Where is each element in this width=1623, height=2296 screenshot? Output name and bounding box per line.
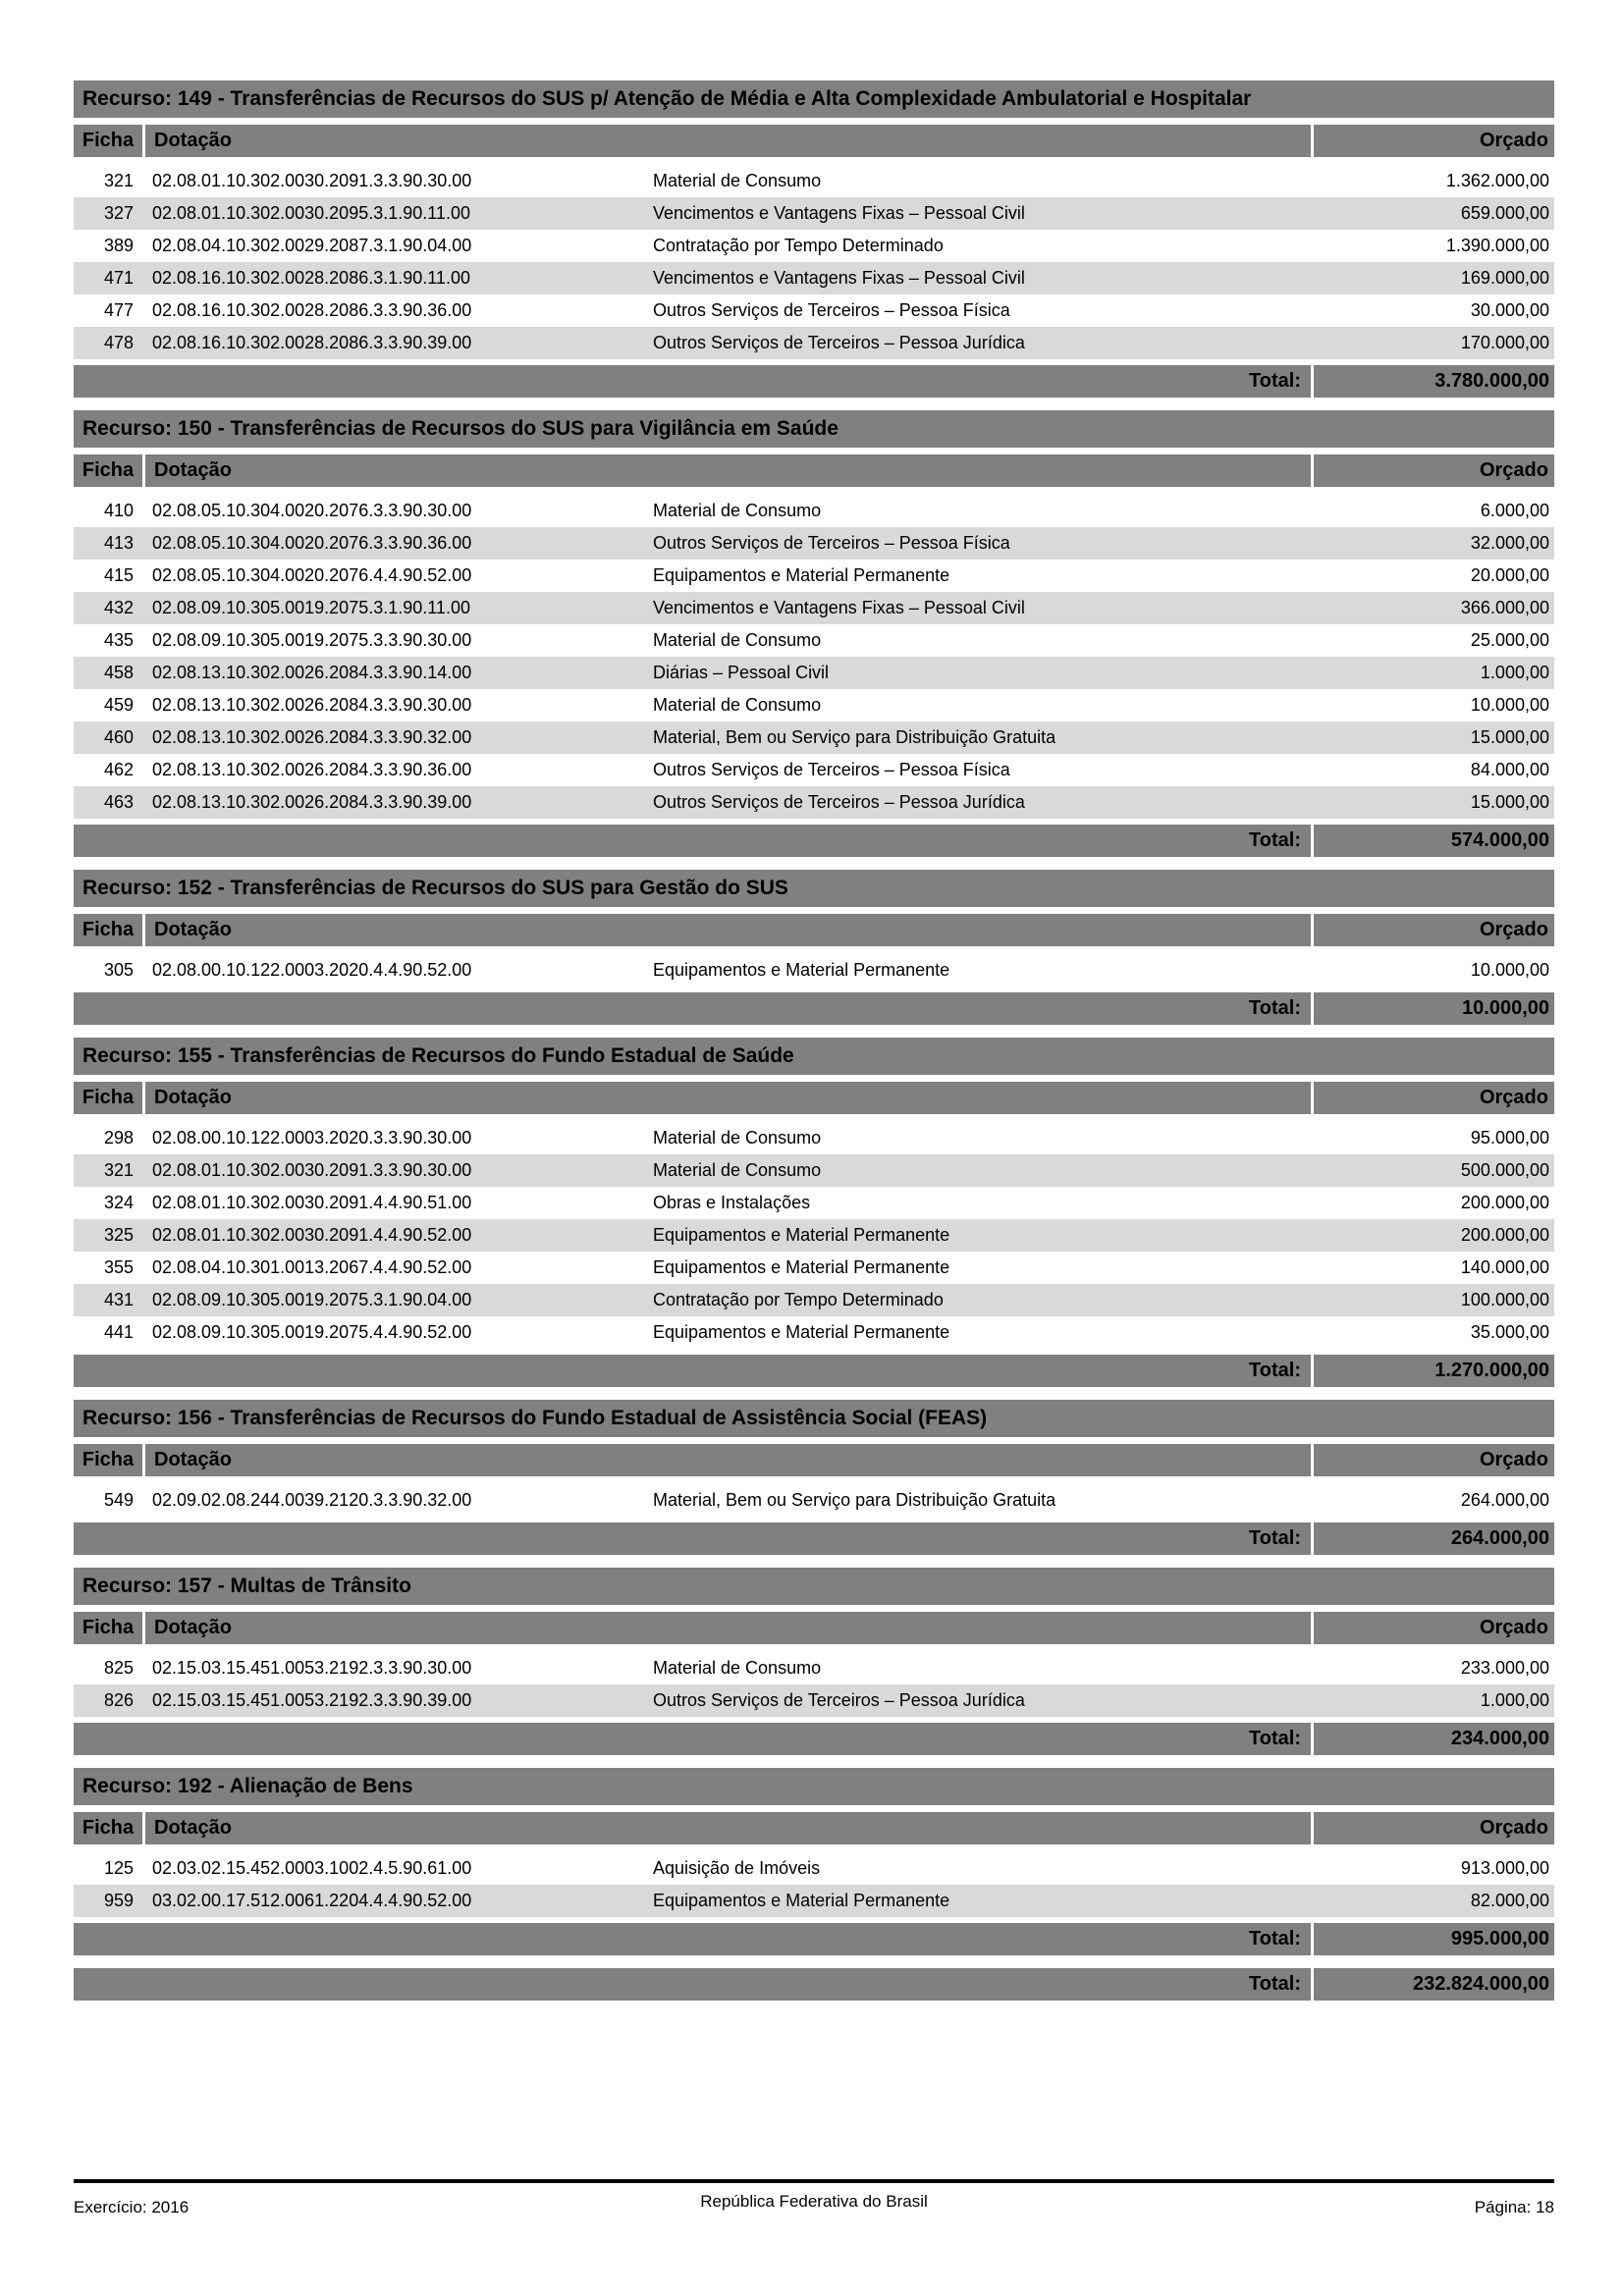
col-header-orcado: Orçado bbox=[1314, 914, 1554, 946]
row-ficha: 460 bbox=[103, 727, 134, 747]
row-dotacao: 02.08.09.10.305.0019.2075.3.1.90.04.00 bbox=[152, 1290, 472, 1309]
row-descricao: Equipamentos e Material Permanente bbox=[653, 960, 950, 980]
recurso-section bbox=[74, 80, 1554, 398]
section-total-label: Total: bbox=[74, 365, 1311, 398]
row-dotacao: 02.08.01.10.302.0030.2095.3.1.90.11.00 bbox=[152, 203, 470, 223]
section-total-label: Total: bbox=[74, 1923, 1311, 1955]
row-ficha: 321 bbox=[103, 1160, 134, 1180]
table-row bbox=[74, 657, 1554, 689]
table-row bbox=[74, 1316, 1554, 1349]
table-row bbox=[74, 294, 1554, 327]
table-row bbox=[74, 1652, 1554, 1684]
row-dotacao: 02.08.13.10.302.0026.2084.3.3.90.30.00 bbox=[152, 695, 472, 715]
row-ficha: 327 bbox=[103, 203, 134, 223]
section-total-label: Total: bbox=[74, 992, 1311, 1025]
row-descricao: Outros Serviços de Terceiros – Pessoa Física bbox=[653, 300, 1010, 320]
section-total-value: 264.000,00 bbox=[1314, 1522, 1554, 1555]
row-descricao: Outros Serviços de Terceiros – Pessoa Jurídica bbox=[653, 792, 1025, 812]
row-ficha: 549 bbox=[103, 1490, 134, 1510]
row-dotacao: 02.08.13.10.302.0026.2084.3.3.90.14.00 bbox=[152, 663, 472, 682]
section-total-label: Total: bbox=[74, 825, 1311, 857]
row-dotacao: 02.08.09.10.305.0019.2075.4.4.90.52.00 bbox=[152, 1322, 472, 1342]
row-descricao: Vencimentos e Vantagens Fixas – Pessoal Civil bbox=[653, 268, 1025, 288]
recurso-section bbox=[74, 410, 1554, 857]
row-ficha: 459 bbox=[103, 695, 134, 715]
footer-country-title: República Federativa do Brasil bbox=[700, 2192, 928, 2211]
recurso-section bbox=[74, 1400, 1554, 1555]
recurso-section bbox=[74, 1768, 1554, 1955]
section-total-value: 10.000,00 bbox=[1314, 992, 1554, 1025]
table-row bbox=[74, 527, 1554, 560]
col-header-ficha: Ficha bbox=[74, 1612, 142, 1644]
row-orcado: 1.000,00 bbox=[1480, 1690, 1549, 1710]
table-row bbox=[74, 1122, 1554, 1154]
section-total-row bbox=[74, 1355, 1554, 1387]
row-descricao: Vencimentos e Vantagens Fixas – Pessoal Civil bbox=[653, 203, 1025, 223]
col-header-ficha: Ficha bbox=[74, 914, 142, 946]
row-ficha: 321 bbox=[103, 171, 134, 190]
col-header-orcado: Orçado bbox=[1314, 1082, 1554, 1114]
page-footer bbox=[74, 2179, 1554, 2248]
table-row bbox=[74, 495, 1554, 527]
col-header-orcado: Orçado bbox=[1314, 454, 1554, 487]
row-orcado: 10.000,00 bbox=[1470, 695, 1549, 715]
row-orcado: 100.000,00 bbox=[1460, 1290, 1549, 1309]
table-row bbox=[74, 197, 1554, 230]
row-ficha: 355 bbox=[103, 1257, 134, 1277]
row-ficha: 959 bbox=[103, 1891, 134, 1910]
col-header-orcado: Orçado bbox=[1314, 1612, 1554, 1644]
table-row bbox=[74, 230, 1554, 262]
row-ficha: 441 bbox=[103, 1322, 134, 1342]
row-orcado: 6.000,00 bbox=[1480, 501, 1549, 520]
row-descricao: Material, Bem ou Serviço para Distribuição Gratuita bbox=[653, 727, 1056, 747]
row-dotacao: 02.08.05.10.304.0020.2076.3.3.90.36.00 bbox=[152, 533, 472, 553]
row-dotacao: 02.08.13.10.302.0026.2084.3.3.90.32.00 bbox=[152, 727, 472, 747]
section-title-bar: Recurso: 155 - Transferências de Recursos do Fundo Estadual de Saúde bbox=[74, 1038, 1554, 1075]
section-title-bar: Recurso: 192 - Alienação de Bens bbox=[74, 1768, 1554, 1805]
col-header-dotacao: Dotação bbox=[145, 125, 1311, 157]
row-descricao: Material de Consumo bbox=[653, 695, 822, 715]
row-descricao: Outros Serviços de Terceiros – Pessoa Física bbox=[653, 533, 1010, 553]
table-row bbox=[74, 1885, 1554, 1917]
row-descricao: Material de Consumo bbox=[653, 1160, 822, 1180]
row-descricao: Outros Serviços de Terceiros – Pessoa Jurídica bbox=[653, 333, 1025, 352]
col-header-dotacao: Dotação bbox=[145, 454, 1311, 487]
table-row bbox=[74, 1219, 1554, 1252]
row-ficha: 410 bbox=[103, 501, 134, 520]
row-dotacao: 02.08.01.10.302.0030.2091.4.4.90.52.00 bbox=[152, 1225, 472, 1245]
row-descricao: Diárias – Pessoal Civil bbox=[653, 663, 830, 682]
section-total-row bbox=[74, 1923, 1554, 1955]
footer-page-number: Página: 18 bbox=[1474, 2198, 1554, 2216]
col-header-ficha: Ficha bbox=[74, 1812, 142, 1844]
row-dotacao: 02.08.01.10.302.0030.2091.3.3.90.30.00 bbox=[152, 1160, 472, 1180]
table-row bbox=[74, 1684, 1554, 1717]
row-orcado: 35.000,00 bbox=[1470, 1322, 1549, 1342]
table-rows bbox=[74, 165, 1554, 359]
section-title-bar: Recurso: 150 - Transferências de Recursos do SUS para Vigilância em Saúde bbox=[74, 410, 1554, 448]
row-orcado: 1.390.000,00 bbox=[1445, 236, 1549, 255]
col-header-ficha: Ficha bbox=[74, 454, 142, 487]
row-orcado: 10.000,00 bbox=[1470, 960, 1549, 980]
row-descricao: Equipamentos e Material Permanente bbox=[653, 1891, 950, 1910]
table-row bbox=[74, 1284, 1554, 1316]
row-dotacao: 02.08.00.10.122.0003.2020.4.4.90.52.00 bbox=[152, 960, 472, 980]
table-column-header bbox=[74, 1082, 1554, 1114]
row-dotacao: 02.08.16.10.302.0028.2086.3.3.90.39.00 bbox=[152, 333, 472, 352]
row-ficha: 477 bbox=[103, 300, 134, 320]
section-title-bar: Recurso: 152 - Transferências de Recursos do SUS para Gestão do SUS bbox=[74, 870, 1554, 907]
section-total-value: 1.270.000,00 bbox=[1314, 1355, 1554, 1387]
recurso-section bbox=[74, 870, 1554, 1025]
row-dotacao: 02.08.16.10.302.0028.2086.3.3.90.36.00 bbox=[152, 300, 472, 320]
col-header-dotacao: Dotação bbox=[145, 1812, 1311, 1844]
table-row bbox=[74, 1154, 1554, 1187]
row-ficha: 826 bbox=[103, 1690, 134, 1710]
grand-total-value: 232.824.000,00 bbox=[1314, 1968, 1554, 2001]
section-total-label: Total: bbox=[74, 1355, 1311, 1387]
row-ficha: 325 bbox=[103, 1225, 134, 1245]
table-row bbox=[74, 689, 1554, 721]
row-orcado: 1.000,00 bbox=[1480, 663, 1549, 682]
row-descricao: Material de Consumo bbox=[653, 1658, 822, 1678]
row-ficha: 432 bbox=[103, 598, 134, 617]
row-dotacao: 02.08.01.10.302.0030.2091.4.4.90.51.00 bbox=[152, 1193, 472, 1212]
row-ficha: 462 bbox=[103, 760, 134, 779]
row-dotacao: 02.03.02.15.452.0003.1002.4.5.90.61.00 bbox=[152, 1858, 472, 1878]
row-ficha: 435 bbox=[103, 630, 134, 650]
table-column-header bbox=[74, 1812, 1554, 1844]
row-dotacao: 02.08.13.10.302.0026.2084.3.3.90.39.00 bbox=[152, 792, 472, 812]
row-dotacao: 02.08.16.10.302.0028.2086.3.1.90.11.00 bbox=[152, 268, 470, 288]
row-descricao: Equipamentos e Material Permanente bbox=[653, 1322, 950, 1342]
table-row bbox=[74, 262, 1554, 294]
row-orcado: 32.000,00 bbox=[1470, 533, 1549, 553]
row-orcado: 366.000,00 bbox=[1460, 598, 1549, 617]
col-header-dotacao: Dotação bbox=[145, 1082, 1311, 1114]
row-orcado: 84.000,00 bbox=[1470, 760, 1549, 779]
section-total-value: 3.780.000,00 bbox=[1314, 365, 1554, 398]
row-orcado: 170.000,00 bbox=[1460, 333, 1549, 352]
section-total-label: Total: bbox=[74, 1723, 1311, 1755]
row-descricao: Material, Bem ou Serviço para Distribuição Gratuita bbox=[653, 1490, 1056, 1510]
table-row bbox=[74, 165, 1554, 197]
row-descricao: Outros Serviços de Terceiros – Pessoa Jurídica bbox=[653, 1690, 1025, 1710]
section-total-label: Total: bbox=[74, 1522, 1311, 1555]
row-descricao: Contratação por Tempo Determinado bbox=[653, 236, 944, 255]
row-orcado: 15.000,00 bbox=[1470, 792, 1549, 812]
row-descricao: Aquisição de Imóveis bbox=[653, 1858, 821, 1878]
row-dotacao: 02.15.03.15.451.0053.2192.3.3.90.30.00 bbox=[152, 1658, 472, 1678]
row-orcado: 20.000,00 bbox=[1470, 565, 1549, 585]
table-row bbox=[74, 560, 1554, 592]
table-rows bbox=[74, 495, 1554, 819]
section-total-row bbox=[74, 365, 1554, 398]
section-total-row bbox=[74, 825, 1554, 857]
table-column-header bbox=[74, 1444, 1554, 1476]
row-descricao: Obras e Instalações bbox=[653, 1193, 811, 1212]
row-ficha: 389 bbox=[103, 236, 134, 255]
row-dotacao: 02.08.01.10.302.0030.2091.3.3.90.30.00 bbox=[152, 171, 472, 190]
col-header-dotacao: Dotação bbox=[145, 914, 1311, 946]
row-ficha: 471 bbox=[103, 268, 134, 288]
row-descricao: Material de Consumo bbox=[653, 630, 822, 650]
section-total-row bbox=[74, 1723, 1554, 1755]
row-descricao: Outros Serviços de Terceiros – Pessoa Física bbox=[653, 760, 1010, 779]
table-row bbox=[74, 1252, 1554, 1284]
col-header-dotacao: Dotação bbox=[145, 1612, 1311, 1644]
row-dotacao: 03.02.00.17.512.0061.2204.4.4.90.52.00 bbox=[152, 1891, 472, 1910]
row-descricao: Equipamentos e Material Permanente bbox=[653, 1257, 950, 1277]
col-header-ficha: Ficha bbox=[74, 1444, 142, 1476]
row-ficha: 413 bbox=[103, 533, 134, 553]
table-row bbox=[74, 1852, 1554, 1885]
section-total-value: 234.000,00 bbox=[1314, 1723, 1554, 1755]
recurso-section bbox=[74, 1568, 1554, 1755]
row-orcado: 913.000,00 bbox=[1460, 1858, 1549, 1878]
recurso-section bbox=[74, 1038, 1554, 1387]
row-orcado: 169.000,00 bbox=[1460, 268, 1549, 288]
section-title-bar: Recurso: 149 - Transferências de Recursos do SUS p/ Atenção de Média e Alta Complexidade Ambulatorial e Hospitalar bbox=[74, 80, 1554, 118]
row-orcado: 30.000,00 bbox=[1470, 300, 1549, 320]
row-ficha: 125 bbox=[103, 1858, 134, 1878]
report-sections bbox=[74, 80, 1554, 1955]
row-dotacao: 02.08.00.10.122.0003.2020.3.3.90.30.00 bbox=[152, 1128, 472, 1148]
section-total-value: 574.000,00 bbox=[1314, 825, 1554, 857]
row-dotacao: 02.08.13.10.302.0026.2084.3.3.90.36.00 bbox=[152, 760, 472, 779]
table-rows bbox=[74, 1852, 1554, 1917]
row-dotacao: 02.09.02.08.244.0039.2120.3.3.90.32.00 bbox=[152, 1490, 472, 1510]
row-orcado: 140.000,00 bbox=[1460, 1257, 1549, 1277]
table-rows bbox=[74, 954, 1554, 987]
row-descricao: Vencimentos e Vantagens Fixas – Pessoal Civil bbox=[653, 598, 1025, 617]
row-ficha: 478 bbox=[103, 333, 134, 352]
row-dotacao: 02.08.04.10.301.0013.2067.4.4.90.52.00 bbox=[152, 1257, 472, 1277]
col-header-dotacao: Dotação bbox=[145, 1444, 1311, 1476]
table-row bbox=[74, 624, 1554, 657]
section-total-row bbox=[74, 992, 1554, 1025]
row-orcado: 233.000,00 bbox=[1460, 1658, 1549, 1678]
row-orcado: 659.000,00 bbox=[1460, 203, 1549, 223]
table-rows bbox=[74, 1122, 1554, 1349]
table-column-header bbox=[74, 454, 1554, 487]
table-row bbox=[74, 592, 1554, 624]
row-descricao: Material de Consumo bbox=[653, 501, 822, 520]
row-dotacao: 02.08.09.10.305.0019.2075.3.1.90.11.00 bbox=[152, 598, 470, 617]
col-header-orcado: Orçado bbox=[1314, 1444, 1554, 1476]
col-header-ficha: Ficha bbox=[74, 1082, 142, 1114]
row-dotacao: 02.08.09.10.305.0019.2075.3.3.90.30.00 bbox=[152, 630, 472, 650]
table-rows bbox=[74, 1484, 1554, 1517]
row-dotacao: 02.15.03.15.451.0053.2192.3.3.90.39.00 bbox=[152, 1690, 472, 1710]
table-row bbox=[74, 721, 1554, 754]
table-column-header bbox=[74, 1612, 1554, 1644]
table-row bbox=[74, 754, 1554, 786]
col-header-ficha: Ficha bbox=[74, 125, 142, 157]
row-dotacao: 02.08.05.10.304.0020.2076.3.3.90.30.00 bbox=[152, 501, 472, 520]
row-dotacao: 02.08.05.10.304.0020.2076.4.4.90.52.00 bbox=[152, 565, 472, 585]
row-orcado: 25.000,00 bbox=[1470, 630, 1549, 650]
table-row bbox=[74, 1187, 1554, 1219]
row-orcado: 200.000,00 bbox=[1460, 1225, 1549, 1245]
table-rows bbox=[74, 1652, 1554, 1717]
section-total-row bbox=[74, 1522, 1554, 1555]
footer-exercicio: Exercício: 2016 bbox=[74, 2198, 189, 2216]
table-row bbox=[74, 786, 1554, 819]
row-ficha: 305 bbox=[103, 960, 134, 980]
table-row bbox=[74, 954, 1554, 987]
row-dotacao: 02.08.04.10.302.0029.2087.3.1.90.04.00 bbox=[152, 236, 472, 255]
grand-total-label: Total: bbox=[74, 1968, 1311, 2001]
table-row bbox=[74, 327, 1554, 359]
row-orcado: 1.362.000,00 bbox=[1445, 171, 1549, 190]
row-orcado: 264.000,00 bbox=[1460, 1490, 1549, 1510]
row-ficha: 458 bbox=[103, 663, 134, 682]
row-ficha: 825 bbox=[103, 1658, 134, 1678]
table-column-header bbox=[74, 914, 1554, 946]
section-total-value: 995.000,00 bbox=[1314, 1923, 1554, 1955]
row-descricao: Equipamentos e Material Permanente bbox=[653, 565, 950, 585]
section-title-bar: Recurso: 156 - Transferências de Recursos do Fundo Estadual de Assistência Social (FEAS) bbox=[74, 1400, 1554, 1437]
row-orcado: 82.000,00 bbox=[1470, 1891, 1549, 1910]
row-ficha: 298 bbox=[103, 1128, 134, 1148]
table-row bbox=[74, 1484, 1554, 1517]
row-ficha: 463 bbox=[103, 792, 134, 812]
row-ficha: 431 bbox=[103, 1290, 134, 1309]
row-orcado: 500.000,00 bbox=[1460, 1160, 1549, 1180]
row-ficha: 415 bbox=[103, 565, 134, 585]
section-title-bar: Recurso: 157 - Multas de Trânsito bbox=[74, 1568, 1554, 1605]
col-header-orcado: Orçado bbox=[1314, 125, 1554, 157]
row-descricao: Material de Consumo bbox=[653, 1128, 822, 1148]
row-descricao: Equipamentos e Material Permanente bbox=[653, 1225, 950, 1245]
grand-total-row bbox=[74, 1968, 1554, 2001]
row-descricao: Material de Consumo bbox=[653, 171, 822, 190]
table-column-header bbox=[74, 125, 1554, 157]
row-orcado: 95.000,00 bbox=[1470, 1128, 1549, 1148]
row-orcado: 15.000,00 bbox=[1470, 727, 1549, 747]
col-header-orcado: Orçado bbox=[1314, 1812, 1554, 1844]
row-ficha: 324 bbox=[103, 1193, 134, 1212]
row-orcado: 200.000,00 bbox=[1460, 1193, 1549, 1212]
report-content bbox=[74, 80, 1554, 2001]
row-descricao: Contratação por Tempo Determinado bbox=[653, 1290, 944, 1309]
